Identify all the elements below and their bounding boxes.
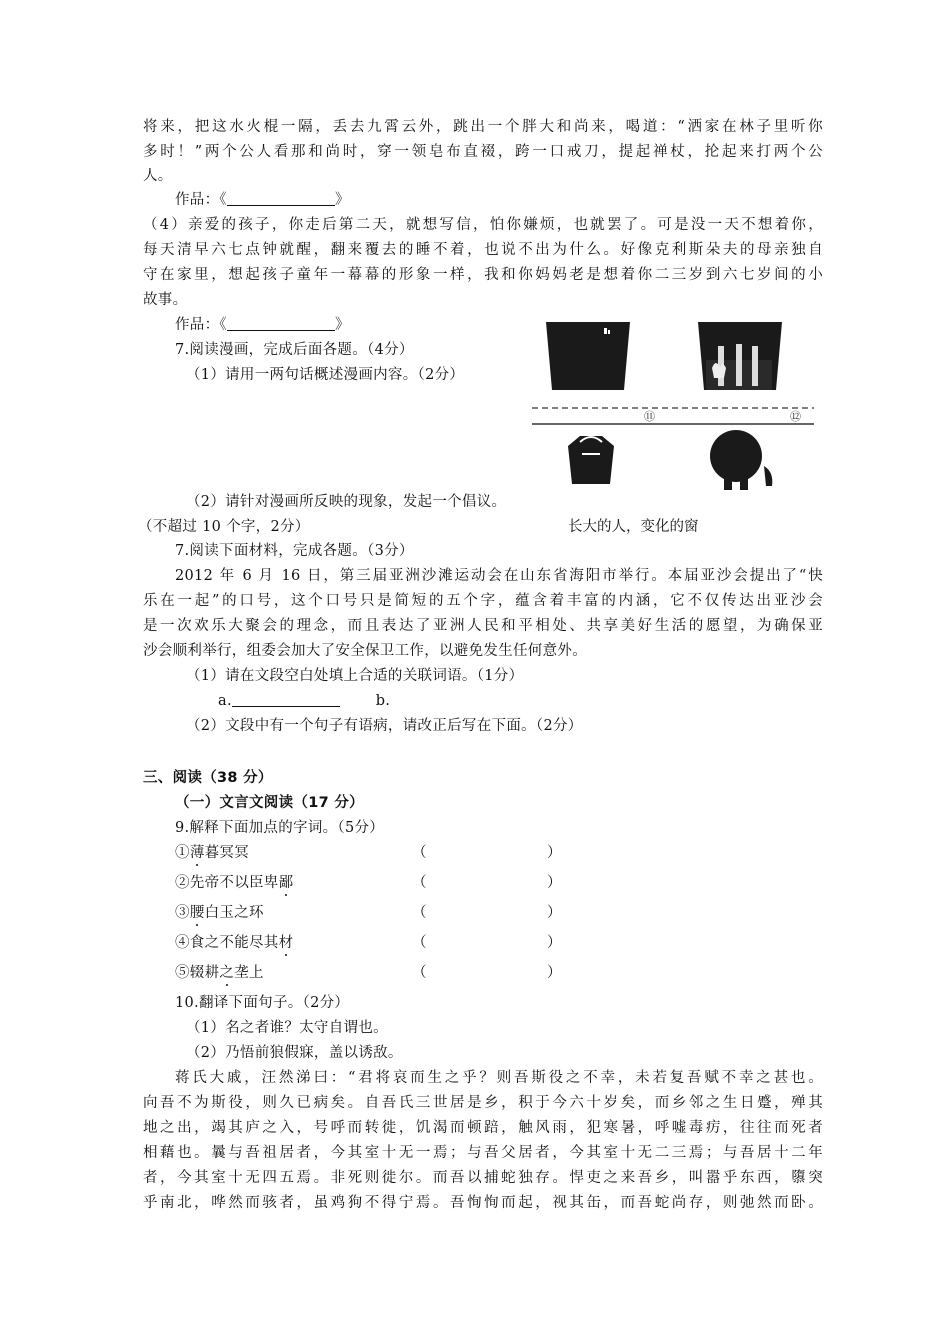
- blank-row: [218, 689, 390, 713]
- item4-line-4: 故事。: [143, 292, 188, 308]
- q7-material-sub1: （1）请在文段空白处填上合适的关联词语。（1分）: [186, 668, 524, 684]
- q9-paren-right-5: ）: [547, 965, 562, 981]
- q7-cartoon-sub2-note: （不超过 10 个字，2分）: [138, 519, 310, 535]
- work-answer-row-2: [175, 313, 350, 337]
- passage-line-1: 蒋氏大戚，汪然涕曰：“君将哀而生之乎？则吾斯役之不幸，未若复吾赋不幸之甚也。: [175, 1070, 823, 1086]
- left-window: [546, 322, 630, 390]
- passage-line-5: 者，今其室十无四五焉。非死则徙尔。而吾以捕蛇独存。悍吏之来吾乡，叫嚣乎东西，隳突: [143, 1170, 823, 1186]
- work-answer-blank-2[interactable]: [227, 314, 335, 331]
- cartoon-caption: 长大的人，变化的窗: [568, 519, 699, 535]
- work-answer-blank-1[interactable]: [227, 189, 335, 206]
- item4-line-3: 守在家里，想起孩子童年一幕幕的形象一样，我和你妈妈老是想着你二三岁到六七岁间的小: [143, 267, 823, 283]
- q9-item-1: [175, 841, 249, 865]
- q9-paren-left-1: （: [412, 845, 427, 861]
- q7-material-line-4: 沙会顺利举行，组委会加大了安全保卫工作，以避免发生任何意外。: [143, 643, 587, 659]
- q7-material-title: 7.阅读下面材料，完成各题。（3分）: [175, 543, 414, 559]
- q9-item-2-dotted-char: 鄙: [278, 875, 294, 891]
- q7-material-line-3: 是一次欢乐大聚会的理念，而且表达了亚洲人民和平相处、共享美好生活的愿望，为确保亚: [143, 618, 823, 634]
- work-label-prefix: 作品：《: [175, 317, 227, 333]
- blank-a-input[interactable]: [232, 690, 340, 707]
- item4-line-1: （4）亲爱的孩子，你走后第二天，就想写信，怕你嫌烦，也就罢了。可是没一天不想着你，: [143, 217, 823, 233]
- passage-line-2: 向吾不为斯役，则久已病矣。自吾氏三世居是乡，积于今六十岁矣，而乡邻之生日蹙，殚其: [143, 1095, 823, 1111]
- passage-line-3: 地之出，竭其庐之入，号呼而转徙，饥渴而顿踣，触风雨，犯寒暑，呼嘘毒疠，往往而死者: [143, 1120, 823, 1136]
- q9-paren-left-4: （: [412, 935, 427, 951]
- q9-item-1-post: 暮冥冥: [204, 845, 250, 861]
- q9-item-3: [175, 901, 264, 925]
- panel-label-1: ⑪: [644, 410, 655, 423]
- q9-paren-right-4: ）: [547, 935, 562, 951]
- q9-item-5-pre: ⑤辍耕: [175, 965, 220, 981]
- q9-paren-right-3: ）: [547, 905, 562, 921]
- cartoon-image: [532, 316, 814, 492]
- q9-paren-right-1: ）: [547, 845, 562, 861]
- panel-label-2: ⑫: [790, 410, 801, 423]
- top-passage-line-1: 将来，把这水火棍一隔，丢去九霄云外，跳出一个胖大和尚来，喝道：“洒家在林子里听你: [143, 119, 823, 135]
- q9-paren-left-5: （: [412, 965, 427, 981]
- work-label-suffix: 》: [334, 317, 350, 333]
- passage-line-6: 乎南北，哗然而骇者，虽鸡狗不得宁焉。吾恂恂而起，视其缶，而吾蛇尚存，则弛然而卧。: [143, 1195, 823, 1211]
- q7-material-line-2: 乐在一起”的口号，这个口号只是简短的五个字，蕴含着丰富的内涵，它不仅传达出亚沙会: [143, 593, 823, 609]
- q9-item-2-pre: ②先帝不以臣卑: [175, 875, 279, 891]
- q7-cartoon-title: 7.阅读漫画，完成后面各题。（4分）: [175, 342, 414, 358]
- q9-item-3-dotted-char: 腰: [189, 905, 205, 921]
- section-3-title: 三、阅读（38 分）: [143, 770, 273, 786]
- q9-item-4-pre: ④食之不能尽其: [175, 935, 279, 951]
- work-label-suffix: 》: [334, 192, 350, 208]
- q9-item-5: [175, 961, 264, 985]
- q9-item-5-dotted-char: 之: [219, 965, 235, 981]
- top-passage-line-2: 多时！”两个公人看那和尚时，穿一领皂布直裰，跨一口戒刀，提起禅杖，抡起来打两个公: [143, 144, 823, 160]
- q9-item-2: [175, 871, 293, 895]
- q9-item-1-pre: ①: [175, 845, 190, 861]
- q7-cartoon-sub1: （1）请用一两句话概述漫画内容。（2分）: [186, 367, 465, 383]
- adult-figure: [710, 430, 762, 482]
- top-passage-line-3: 人。: [143, 168, 173, 184]
- q9-item-3-post: 白玉之环: [204, 905, 264, 921]
- q9-title: 9.解释下面加点的字词。（5分）: [175, 820, 385, 836]
- work-label-prefix: 作品：《: [175, 192, 227, 208]
- section-3-subtitle: （一）文言文阅读（17 分）: [175, 795, 364, 811]
- blank-b-label: b.: [375, 693, 391, 709]
- child-figure: [568, 436, 614, 484]
- item4-line-2: 每天清早六七点钟就醒，翻来覆去的睡不着，也说不出为什么。好像克利斯朵夫的母亲独自: [143, 242, 823, 258]
- q10-title: 10.翻译下面句子。（2分）: [175, 995, 350, 1011]
- work-answer-row-1: [175, 188, 350, 212]
- q10-sentence-1: （1）名之者谁？太守自谓也。: [186, 1020, 388, 1036]
- q9-item-1-dotted-char: 薄: [189, 845, 205, 861]
- q9-item-5-post: 垄上: [234, 965, 264, 981]
- q7-material-line-1: 2012 年 6 月 16 日，第三届亚洲沙滩运动会在山东省海阳市举行。本届亚沙会提出了“快: [175, 568, 823, 584]
- q7-material-sub2: （2）文段中有一个句子有语病，请改正后写在下面。（2分）: [186, 718, 583, 734]
- q9-item-3-pre: ③: [175, 905, 190, 921]
- passage-line-4: 相藉也。曩与吾祖居者，今其室十无一焉；与吾父居者，今其室十无二三焉；与吾居十二年: [143, 1145, 823, 1161]
- q7-cartoon-sub2: （2）请针对漫画所反映的现象，发起一个倡议。: [186, 494, 507, 510]
- q9-paren-left-3: （: [412, 905, 427, 921]
- q9-paren-left-2: （: [412, 875, 427, 891]
- q9-item-4-dotted-char: 材: [278, 935, 294, 951]
- q9-paren-right-2: ）: [547, 875, 562, 891]
- blank-a-label: a.: [218, 693, 232, 709]
- q10-sentence-2: （2）乃悟前狼假寐，盖以诱敌。: [186, 1045, 403, 1061]
- q9-item-4: [175, 931, 293, 955]
